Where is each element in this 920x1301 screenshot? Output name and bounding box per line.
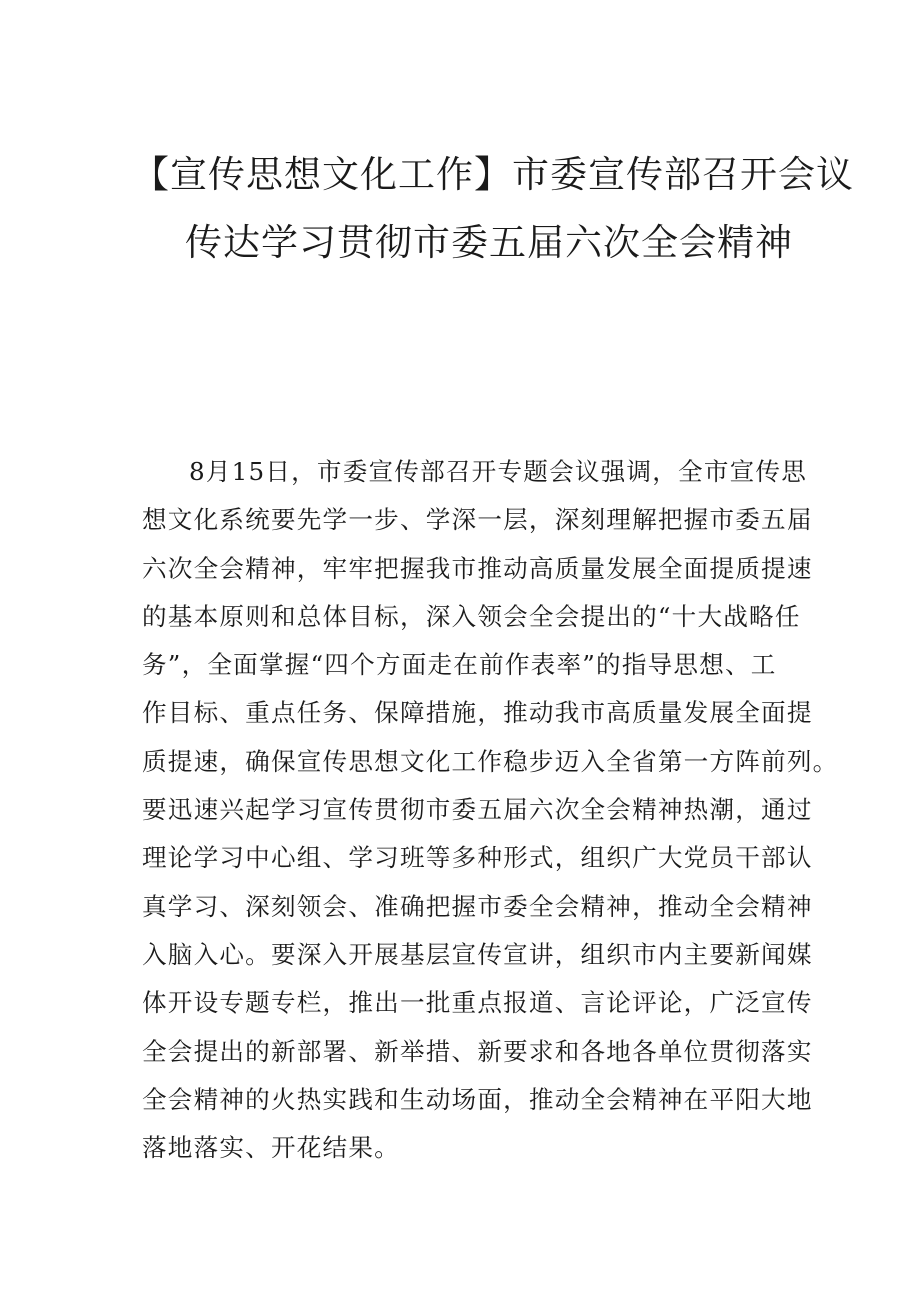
body-line: 8月15日，市委宣传部召开专题会议强调，全市宣传思 [189, 457, 808, 486]
body-line: 体开设专题专栏，推出一批重点报道、言论评论，广泛宣传 [142, 988, 813, 1018]
body-line: 全会精神的火热实践和生动场面，推动全会精神在平阳大地 [142, 1084, 813, 1114]
body-paragraph [142, 448, 839, 1172]
body-line: 真学习、深刻领会、准确把握市委全会精神，推动全会精神 [142, 891, 813, 921]
body-line: 落地落实、开花结果。 [142, 1133, 400, 1163]
body-line: 的基本原则和总体目标，深入领会全会提出的“十大战略任 [142, 601, 801, 631]
body-line: 全会提出的新部署、新举措、新要求和各地各单位贯彻落实 [142, 1036, 813, 1066]
body-line: 质提速，确保宣传思想文化工作稳步迈入全省第一方阵前列。 [142, 746, 839, 776]
body-line: 六次全会精神，牢牢把握我市推动高质量发展全面提质提速 [142, 553, 813, 583]
body-line: 想文化系统要先学一步、学深一层，深刻理解把握市委五届 [142, 505, 813, 535]
body-line: 务”，全面掌握“四个方面走在前作表率”的指导思想、工 [142, 650, 777, 680]
document-title-line-1: 【宣传思想文化工作】市委宣传部召开会议 [132, 153, 854, 196]
body-line: 要迅速兴起学习宣传贯彻市委五届六次全会精神热潮，通过 [142, 795, 813, 825]
body-line: 作目标、重点任务、保障措施，推动我市高质量发展全面提 [142, 698, 813, 728]
body-line: 理论学习中心组、学习班等多种形式，组织广大党员干部认 [142, 843, 813, 873]
body-line: 入脑入心。要深入开展基层宣传宣讲，组织市内主要新闻媒 [142, 939, 813, 969]
document-title-line-2: 传达学习贯彻市委五届六次全会精神 [185, 221, 793, 264]
